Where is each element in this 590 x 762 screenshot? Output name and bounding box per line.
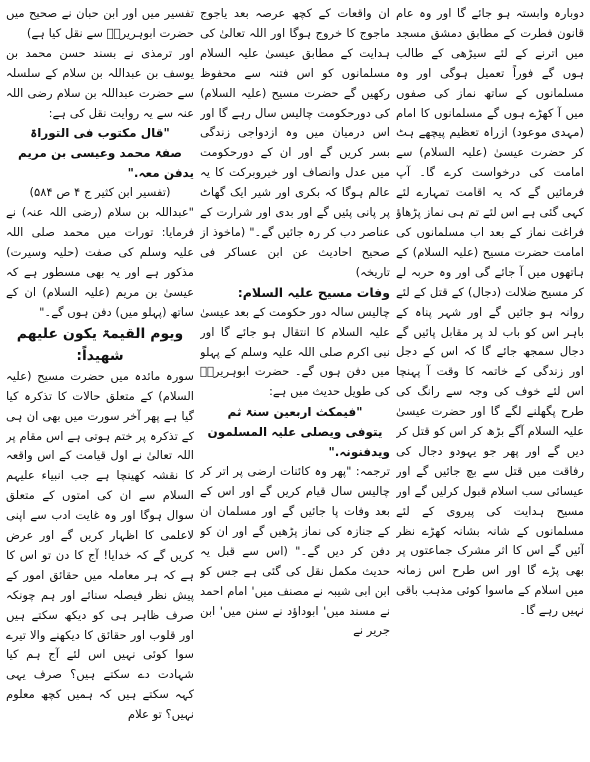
column-middle	[200, 4, 390, 758]
section-heading: وفات مسیح علیہ السلام:	[237, 284, 390, 300]
paragraph: اور ترمذی نے بسند حسن محمد بن یوسف بن عبداللہ بن سلام کے سلسلہ سے حضرت عبداللہ بن سلام رضی اللہ عنہ سے یہ روایت نقل کی ہے:	[6, 45, 194, 120]
paragraph: "عبداللہ بن سلام (رضی اللہ عنہ) نے فرمایا: تورات میں محمد صلی اللہ علیہ وسلم کی صفت (حلیہ وسیرت) مذکور ہے اور یہ بھی مسطور ہے کہ عیسیٰ بن مریم (علیہ السلام) ان کے ساتھ (پہلو میں) دفن ہوں گے۔"	[6, 205, 194, 319]
paragraph: ان واقعات کے کچھ عرصہ بعد یاجوج ماجوج کا خروج ہوگا اور اللہ تعالیٰ کی ہدایت کے مطابق عیسیٰ علیہ السلام مسلمانوں کو اس فتنہ سے محفوظ رکھیں گے حضرت مسیح (علیہ السلام) کی دورحکومت چالیس سال رہے گا اور اس درمیان میں وہ ازدواجی زندگی بسر کریں گے اور ان کے دورحکومت میں عدل وانصاف اور خیروبرکت کا یہ عالم ہوگا کہ بکری اور شیر ایک گھاٹ پر پانی پئیں گے اور بدی اور شرارت کے عناصر دب کر رہ جائیں گے۔" (ماخوذ از صحیح احادیث عن ابن عساکر فی تاریخہ)	[200, 6, 390, 279]
paragraph: تفسیر میں اور ابن حبان نے صحیح میں حضرت ابوہریرہؓ سے نقل کیا ہے)	[6, 6, 194, 40]
column-right	[396, 4, 584, 758]
arabic-quote-line: "فیمکث اربعین سنۃ ثم	[227, 405, 363, 420]
page	[6, 4, 584, 758]
paragraph: دوبارہ وابستہ ہو جائے گا اور وہ عام قانون فطرت کے مطابق دمشق مسجد میں اترنے کے لئے سیڑھی کے طالب ہوں گے فوراً تعمیل ہوگی اور وہ مسلمانوں کے ساتھ نماز کی صفوں میں آ کھڑے ہوں گے مسلمانوں کا امام (مہدی موعود) ازراہ تعظیم پیچھے ہٹ کر حضرت عیسیٰ (علیہ السلام) سے امامت کی درخواست کرے گا۔ آپ فرمائیں گے کہ یہ اقامت تمہارے لئے کہی گئی ہے اس لئے تم ہی نماز پڑھاؤ فراغت نماز کے بعد اب مسلمانوں کی امامت حضرت مسیح (علیہ السلام) کے ہاتھوں میں آ جائے گی اور وہ حربہ لے کر مسیح ضلالت (دجال) کے قتل کے لئے روانہ ہو جائیں گے اور شہر پناہ کے باہر اس کو باب لد پر مقابل پائیں گے دجال سمجھ جائے گا کہ اس کے دجل اور زندگی کے خاتمہ کا وقت آ پہنچا اس لئے خوف کی وجہ سے رانگ کی طرح پگھلنے لگے گا اور حضرت عیسیٰ علیہ السلام آگے بڑھ کر اس کو قتل کر دیں گے اور پھر جو یہودو دجال کی رفاقت میں قتل سے بچ جائیں گے اور عیسائی سب اسلام قبول کرلیں گے اور مسیح ہدایت کی پیروی کے لئے مسلمانوں کے شانہ بشانہ کھڑے نظر آئیں گے اس کا اثر مشرک جماعتوں پر بھی پڑے گا اور اس طرح اس زمانہ میں اسلام کے ماسوا کوئی مذہب باقی نہیں رہے گا۔	[396, 6, 584, 618]
arabic-quote-line: "قال مکتوب فی التوراۃ	[30, 126, 170, 141]
arabic-quote-line: صفۃ محمد وعیسی بن مریم	[17, 146, 183, 161]
arabic-quote-line: ویدفنونہ."	[328, 445, 390, 460]
reference: (تفسیر ابن کثیر ج ۴ ص ۵۸۴)	[29, 185, 171, 200]
paragraph: چالیس سالہ دور حکومت کے بعد عیسیٰ علیہ السلام کا انتقال ہو جائے گا اور نبی اکرم صلی اللہ علیہ وسلم کے پہلو میں دفن ہوں گے۔ حضرت ابوہریرہؓ کی طویل حدیث میں ہے:	[200, 304, 390, 399]
arabic-section-heading: ویوم القیمۃ یکون علیھم شھیداً:	[16, 325, 184, 364]
paragraph: سورہ مائدہ میں حضرت مسیح (علیہ السلام) کے متعلق حالات کا تذکرہ کیا گیا ہے پھر آخر سورت میں بھی ان ہی کے تذکرہ پر ختم ہوتی ہے اس مقام پر اللہ تعالیٰ نے اول قیامت کے اس واقعہ کا نقشہ کھینچا ہے جب انبیاء علیہم السلام سے ان کی امتوں کے متعلق سوال ہوگا اور وہ غایت ادب سے اپنی لاعلمی کا اظہار کریں گے اور عرض کریں گے کہ خدایا! آج کا دن تو اس کا ہے کہ ہر معاملہ میں حقائق امور کے پیش نظر فیصلہ سنائے اور ہم چونکہ صرف ظاہر ہی کو دیکھ سکتے ہیں اور قلوب اور حقائق کا دیکھنے والا تیرے سوا کوئی نہیں اس لئے آج ہم کیا شہادت دے سکتے ہیں؟ صرف یہی کہہ سکتے ہیں کہ ہمیں کچھ معلوم نہیں؟ تو علام	[6, 368, 194, 722]
arabic-quote-line: یدفن معہ."	[127, 166, 194, 181]
arabic-quote-line: یتوفی ویصلی علیہ المسلمون	[207, 425, 383, 440]
column-left	[6, 4, 194, 758]
paragraph: ترجمہ: "پھر وہ کائنات ارضی پر اتر کر چالیس سال قیام کریں گے اور اس کے بعد وفات پا جائیں گے اور مسلمان ان کے جنازہ کی نماز پڑھیں گے اور ان کو دفن کر دیں گے۔" (اس سے قبل یہ حدیث مکمل نقل کی گئی ہے جس کو ابن ابی شیبہ نے مصنف میں' امام احمد نے مسند میں' ابوداؤد نے سنن میں' ابن جریر نے	[200, 464, 390, 638]
